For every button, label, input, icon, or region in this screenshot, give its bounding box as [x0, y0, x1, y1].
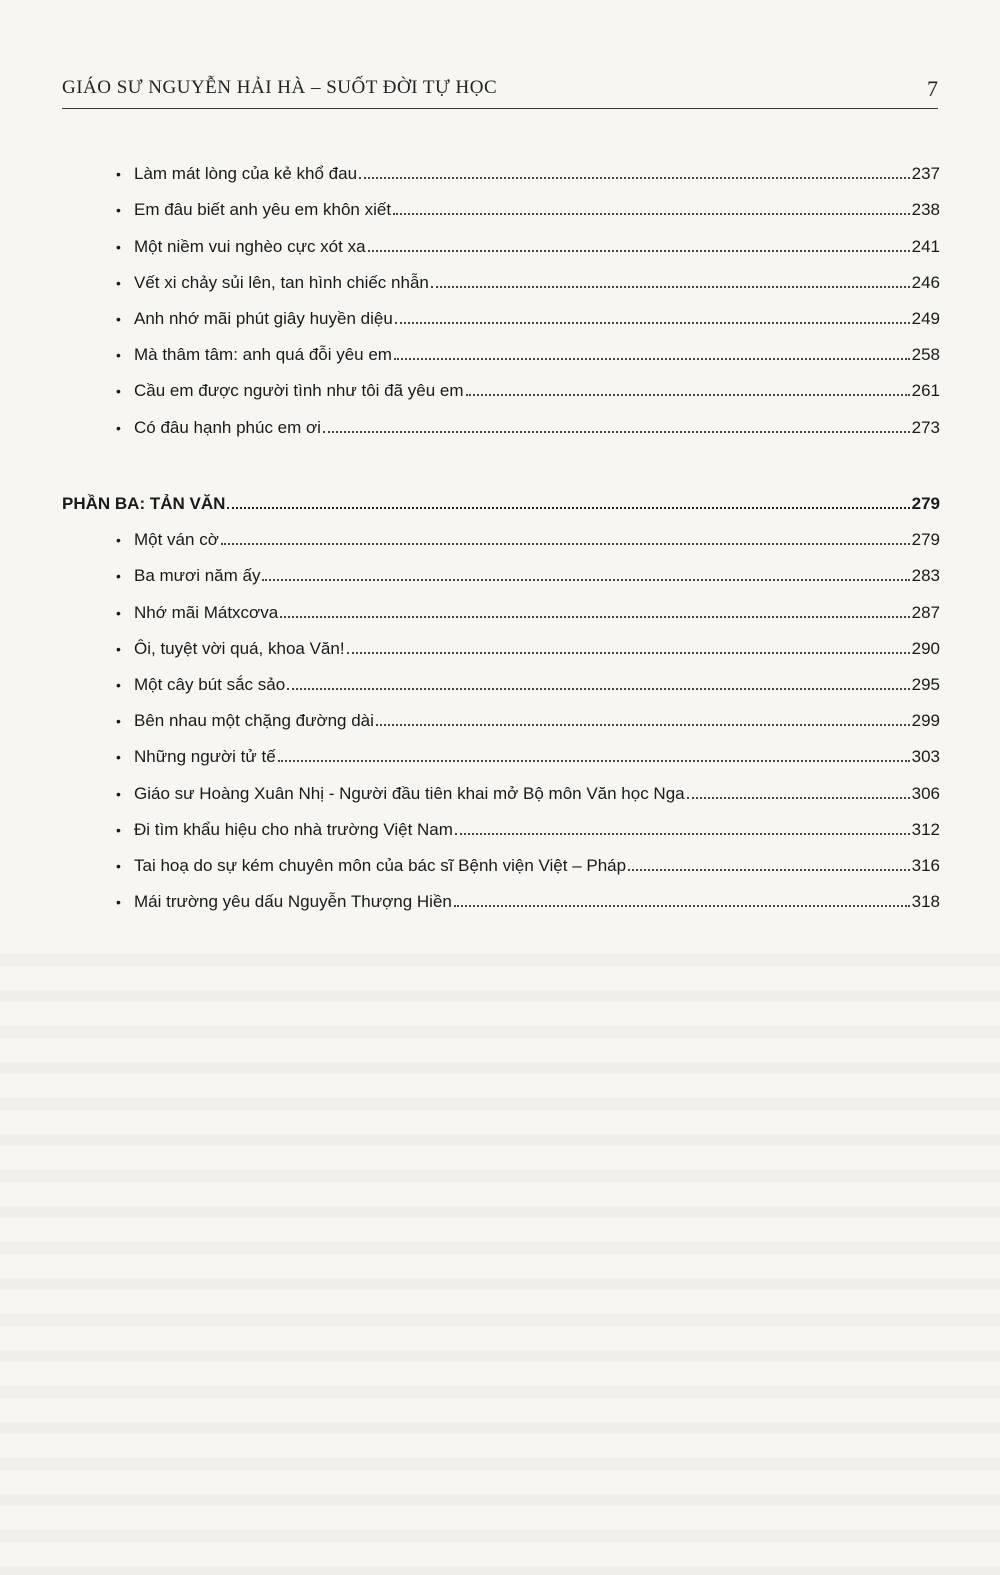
- part-three-heading: PHẦN BA: TẢN VĂN: [62, 494, 226, 513]
- dot-leader: [466, 393, 910, 396]
- bullet-icon: •: [116, 310, 121, 327]
- toc-entry-title: Mái trường yêu dấu Nguyễn Thượng Hiền: [134, 892, 452, 912]
- toc-entry-title: Mà thâm tâm: anh quá đỗi yêu em: [134, 345, 392, 365]
- toc-entry-title: Em đâu biết anh yêu em khôn xiết: [134, 200, 392, 220]
- toc-entry-page: 273: [911, 417, 940, 437]
- dot-leader: [368, 249, 910, 252]
- bullet-icon: •: [116, 894, 121, 911]
- toc-entry-page: 238: [911, 200, 940, 220]
- dot-leader: [628, 868, 910, 871]
- bullet-icon: •: [116, 238, 121, 255]
- dot-leader: [376, 723, 910, 726]
- toc-entry-title: Một cây bút sắc sảo: [134, 674, 286, 694]
- toc-entry-page: 258: [911, 345, 940, 365]
- bullet-icon: •: [116, 202, 121, 219]
- bullet-icon: •: [116, 532, 121, 549]
- toc-entry-title: Tai hoạ do sự kém chuyên môn của bác sĩ Bệnh viện Việt – Pháp: [134, 855, 627, 875]
- toc-entry-page: 279: [911, 530, 940, 550]
- bullet-icon: •: [116, 640, 121, 657]
- toc-entry: [116, 840, 940, 876]
- toc-entry-page: 249: [911, 308, 940, 328]
- header-title: GIÁO SƯ NGUYỄN HẢI HÀ – SUỐT ĐỜI TỰ HỌC: [62, 77, 498, 98]
- dot-leader: [323, 430, 910, 433]
- toc-entry: [116, 767, 940, 803]
- toc-entry-title: Nhớ mãi Mátxcơva: [134, 602, 279, 622]
- part-three-heading-row: [62, 478, 940, 514]
- bullet-icon: •: [116, 419, 121, 436]
- dot-leader: [687, 796, 910, 799]
- toc-entry: [116, 220, 940, 256]
- dot-leader: [454, 904, 910, 907]
- toc-entry-title: Một ván cờ: [134, 530, 219, 550]
- dot-leader: [280, 615, 909, 618]
- bullet-icon: •: [116, 785, 121, 802]
- toc-entry-title: Những người tử tế: [134, 747, 276, 767]
- toc-entry-title: Giáo sư Hoàng Xuân Nhị - Người đầu tiên khai mở Bộ môn Văn học Nga: [134, 783, 685, 803]
- toc-entry-title: Vết xi chảy sủi lên, tan hình chiếc nhẫn: [134, 272, 429, 292]
- toc-entry-page: 295: [911, 674, 940, 694]
- toc-entry: [116, 586, 940, 622]
- toc-entry-title: Làm mát lòng của kẻ khổ đau: [134, 164, 358, 184]
- toc-entry-title: Ba mươi năm ấy: [134, 566, 261, 586]
- bullet-icon: •: [116, 676, 121, 693]
- dot-leader: [278, 759, 910, 762]
- toc-entry-title: Bên nhau một chặng đường dài: [134, 711, 374, 731]
- toc-entry: [116, 329, 940, 365]
- toc-entry: [116, 365, 940, 401]
- bleed-through-texture: [0, 930, 1000, 1575]
- bullet-icon: •: [116, 821, 121, 838]
- toc-entry: [116, 401, 940, 437]
- page-number: 7: [927, 76, 938, 101]
- bullet-icon: •: [116, 274, 121, 291]
- dot-leader: [455, 832, 910, 835]
- bullet-icon: •: [116, 604, 121, 621]
- toc-part-two: [116, 148, 940, 438]
- running-header: [62, 74, 938, 109]
- dot-leader: [221, 542, 910, 545]
- dot-leader: [431, 285, 910, 288]
- toc-entry-title: Anh nhớ mãi phút giây huyền diệu: [134, 308, 393, 328]
- toc-entry-page: 299: [911, 711, 940, 731]
- dot-leader: [394, 357, 910, 360]
- toc-entry: [116, 184, 940, 220]
- toc-entry-page: 303: [911, 747, 940, 767]
- dot-leader: [262, 578, 909, 581]
- toc-entry-title: Cầu em được người tình như tôi đã yêu em: [134, 381, 464, 401]
- toc-entry: [116, 804, 940, 840]
- toc-entry-title: Có đâu hạnh phúc em ơi: [134, 417, 321, 437]
- toc-entry-page: 316: [911, 855, 940, 875]
- dot-leader: [347, 651, 910, 654]
- part-three-page: 279: [911, 494, 940, 513]
- dot-leader: [359, 176, 910, 179]
- toc-entry: [116, 731, 940, 767]
- toc-entry: [116, 550, 940, 586]
- toc-entry-page: 318: [911, 892, 940, 912]
- toc-entry-page: 237: [911, 164, 940, 184]
- bullet-icon: •: [116, 713, 121, 730]
- bullet-icon: •: [116, 568, 121, 585]
- dot-leader: [393, 212, 910, 215]
- bullet-icon: •: [116, 857, 121, 874]
- bullet-icon: •: [116, 347, 121, 364]
- toc-entry-title: Ôi, tuyệt vời quá, khoa Văn!: [134, 638, 345, 658]
- toc-entry-page: 312: [911, 819, 940, 839]
- toc-entry-page: 283: [911, 566, 940, 586]
- toc-part-three: [116, 514, 940, 912]
- dot-leader: [395, 321, 910, 324]
- bullet-icon: •: [116, 166, 121, 183]
- toc-entry-page: 287: [911, 602, 940, 622]
- toc-entry: [116, 257, 940, 293]
- toc-entry: [116, 514, 940, 550]
- toc-entry-page: 261: [911, 381, 940, 401]
- toc-entry-title: Đi tìm khẩu hiệu cho nhà trường Việt Nam: [134, 819, 453, 839]
- toc-entry: [116, 659, 940, 695]
- toc-entry-page: 290: [911, 638, 940, 658]
- toc-entry-title: Một niềm vui nghèo cực xót xa: [134, 236, 366, 256]
- toc-entry: [116, 148, 940, 184]
- bullet-icon: •: [116, 749, 121, 766]
- toc-entry-page: 306: [911, 783, 940, 803]
- dot-leader: [227, 506, 909, 509]
- toc-entry-page: 241: [911, 236, 940, 256]
- toc-entry: [116, 623, 940, 659]
- toc-entry: [116, 293, 940, 329]
- toc-entry: [116, 876, 940, 912]
- toc-entry-page: 246: [911, 272, 940, 292]
- bullet-icon: •: [116, 383, 121, 400]
- toc-entry: [116, 695, 940, 731]
- dot-leader: [287, 687, 909, 690]
